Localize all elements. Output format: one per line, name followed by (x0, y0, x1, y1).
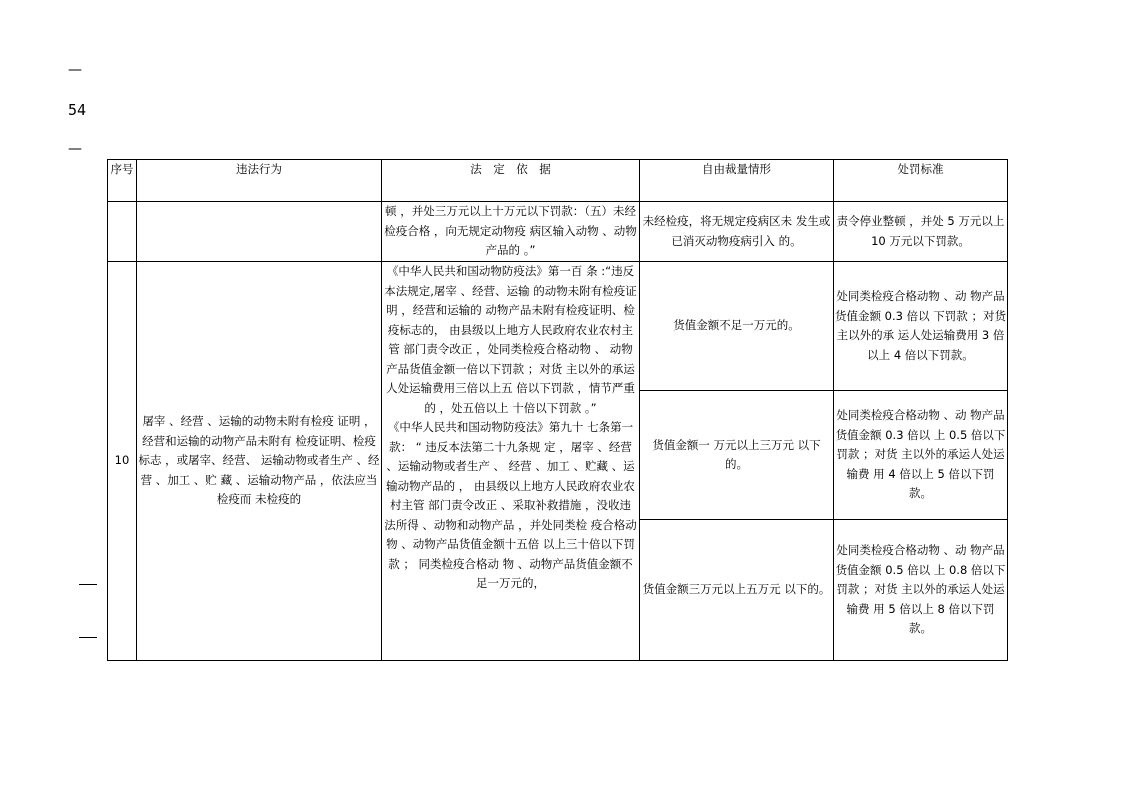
margin-mark (79, 637, 97, 638)
header-seq: 序号 (108, 160, 137, 202)
cell-seq (108, 202, 137, 262)
table-row (108, 202, 1008, 262)
cell-situation: 未经检疫，将无规定疫病区未 发生或已消灭动物疫病引入 的。 (640, 202, 834, 262)
basis-article-97: 《中华人民共和国动物防疫法》第九十 七条第一款： “ 违反本法第二十九条规 定 ，屠宰 、经营 、运输动物或者生产 、 经营 、加工 、贮藏 、运输动物产品的 ， 由县级以上地方人民政府农业农村主管 部门责令改正 、采取补救措施 ，没收违 法所得 、动物和动物产品 ，并处同类检 疫合格动物 、动物产品货值金额十五倍 以上三十倍以下罚款 ； 同类检疫合格动 物 、动物产品货值金额不足一万元的， (384, 420, 637, 590)
cell-situation: 货值金额不足一万元的。 (640, 262, 834, 391)
header-basis: 法 定 依 据 (382, 160, 640, 202)
cell-violation: 屠宰 、经营 、运输的动物未附有检疫 证明 ，经营和运输的动物产品未附有 检疫证明、检疫标志 ，或屠宰、经营、 运输动物或者生产 、经营 、加工 、贮 藏 、运输动物产品 ，依法应当检疫而 未检疫的 (137, 262, 382, 661)
header-violation: 违法行为 (137, 160, 382, 202)
table-header-row (108, 160, 1008, 202)
cell-penalty: 责令停业整顿 ，并处 5 万元以上 10 万元以下罚款。 (834, 202, 1008, 262)
cell-basis (382, 262, 640, 661)
cell-penalty: 处同类检疫合格动物 、动 物产品货值金额 0.5 倍以 上 0.8 倍以下罚款 ；对货 主以外的承运人处运输费 用 5 倍以上 8 倍以下罚 款。 (834, 520, 1008, 661)
header-penalty: 处罚标准 (834, 160, 1008, 202)
page-number-dash-bottom: — (68, 141, 82, 157)
table-row (108, 262, 1008, 391)
margin-mark (79, 584, 97, 585)
page-number-dash-top: — (68, 62, 82, 78)
cell-penalty: 处同类检疫合格动物 、动 物产品货值金额 0.3 倍以 下罚款 ；对货主以外的承 运人处运输费用 3 倍以上 4 倍以下罚款。 (834, 262, 1008, 391)
page-number: 54 (68, 101, 87, 119)
cell-situation: 货值金额三万元以上五万元 以下的。 (640, 520, 834, 661)
cell-penalty: 处同类检疫合格动物 、动 物产品货值金额 0.3 倍以 上 0.5 倍以下罚款 ；对货 主以外的承运人处运输费 用 4 倍以上 5 倍以下罚 款。 (834, 391, 1008, 520)
cell-violation (137, 202, 382, 262)
cell-seq: 10 (108, 262, 137, 661)
header-situation: 自由裁量情形 (640, 160, 834, 202)
penalty-table (107, 159, 1008, 661)
basis-article-100: 《中华人民共和国动物防疫法》第一百 条 :“违反本法规定,屠宰 、经营、运输 的动物未附有检疫证明 ，经营和运输的 动物产品未附有检疫证明、检疫标志的， 由县级以上地方人民政府农业农村主管 部门责令改正 ，处同类检疫合格动物 、 动物产品货值金额一倍以下罚款 ；对货 主以外的承运人处运输费用三倍以上五 倍以下罚款 ，情节严重的 ，处五倍以上 十倍以下罚款 。” (384, 264, 637, 415)
cell-situation: 货值金额一 万元以上三万元 以下的。 (640, 391, 834, 520)
cell-basis: 顿 ，并处三万元以上十万元以下罚款：（五）未经检疫合格 ，向无规定动物疫 病区输入动物 、动物产品的 。” (382, 202, 640, 262)
